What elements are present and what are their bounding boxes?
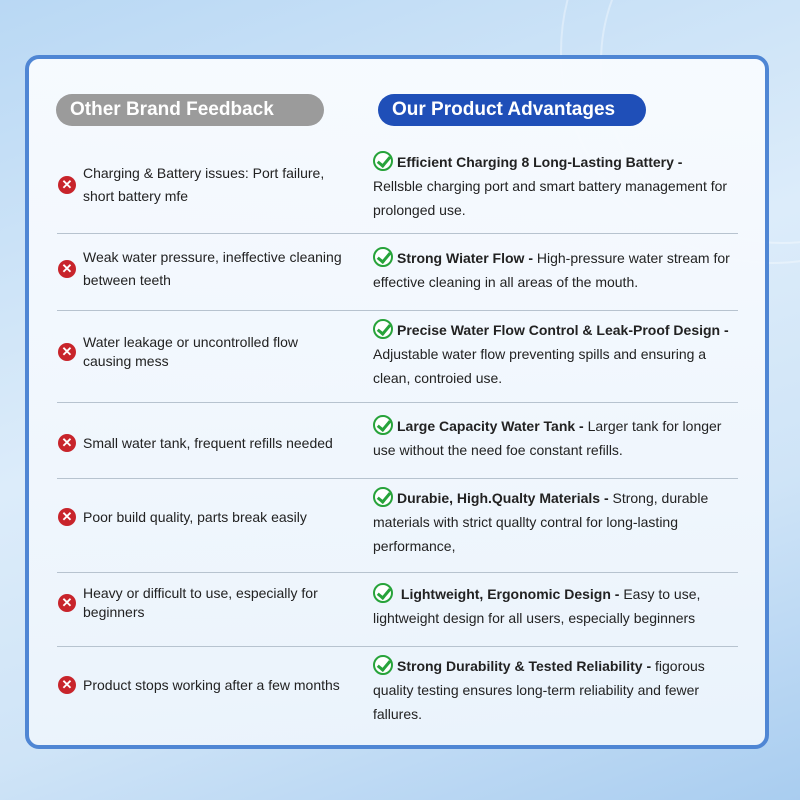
cross-circle-icon: ✕	[58, 508, 76, 526]
advantage-text: Adjustable water flow preventing spills and ensuring a clean, controied use.	[373, 346, 707, 386]
advantage-row-6	[373, 582, 735, 630]
advantage-title: Large Capacity Water Tank -	[397, 418, 584, 434]
advantage-text: Easy to use, lightweight design for all users, especially beginners	[373, 586, 701, 626]
row-divider	[57, 646, 738, 647]
check-circle-icon	[373, 247, 393, 267]
advantage-text: High-pressure water stream for effective cleaning in all areas of the mouth.	[373, 250, 730, 290]
check-circle-icon	[373, 415, 393, 435]
issue-row-5	[58, 505, 348, 529]
row-divider	[57, 233, 738, 234]
issue-text: Poor build quality, parts break easily	[83, 508, 307, 525]
issue-text: Water leakage or uncontrolled flow causing mess	[83, 334, 299, 369]
issue-text: Heavy or difficult to use, especially for beginners	[83, 585, 318, 620]
advantage-row-5	[373, 486, 735, 558]
row-divider	[57, 310, 738, 311]
advantage-title: Efficient Charging 8 Long-Lasting Battery -	[397, 154, 683, 170]
check-circle-icon	[373, 583, 393, 603]
advantage-title: Lightweight, Ergonomic Design -	[397, 586, 620, 602]
cross-circle-icon: ✕	[58, 594, 76, 612]
advantage-row-4	[373, 414, 735, 462]
advantage-title: Strong Durability & Tested Reliability -	[397, 658, 652, 674]
row-divider	[57, 478, 738, 479]
advantage-row-3	[373, 318, 735, 390]
advantage-text: Larger tank for longer use without the need foe constant refills.	[373, 418, 722, 458]
advantage-text: Rellsble charging port and smart battery management for prolonged use.	[373, 178, 728, 218]
issue-row-1	[58, 161, 348, 209]
check-circle-icon	[373, 151, 393, 171]
advantage-text: figorous quality testing ensures long-term reliability and fewer fallures.	[373, 658, 705, 722]
row-divider	[57, 572, 738, 573]
advantage-row-1	[373, 150, 735, 222]
cross-circle-icon: ✕	[58, 676, 76, 694]
advantage-title: Durabie, High.Qualty Materials -	[397, 490, 609, 506]
check-circle-icon	[373, 655, 393, 675]
advantage-title: Precise Water Flow Control & Leak-Proof Design -	[397, 322, 729, 338]
advantage-row-2	[373, 246, 735, 294]
issue-text: Small water tank, frequent refills needed	[83, 434, 333, 451]
check-circle-icon	[373, 487, 393, 507]
issue-row-6	[58, 583, 348, 623]
row-divider	[57, 402, 738, 403]
check-circle-icon	[373, 319, 393, 339]
issue-row-2	[58, 245, 348, 293]
cross-circle-icon: ✕	[58, 434, 76, 452]
issue-text: Weak water pressure, ineffective cleaning between teeth	[83, 249, 342, 288]
issue-row-3	[58, 329, 348, 375]
issue-row-4	[58, 419, 348, 467]
advantage-row-7	[373, 654, 735, 726]
cross-circle-icon: ✕	[58, 343, 76, 361]
issue-text: Charging & Battery issues: Port failure, short battery mfe	[83, 165, 325, 204]
cross-circle-icon: ✕	[58, 176, 76, 194]
cross-circle-icon: ✕	[58, 260, 76, 278]
advantage-title: Strong Wiater Flow -	[397, 250, 533, 266]
issue-row-7	[58, 673, 348, 697]
other-brand-header: Other Brand Feedback	[56, 94, 324, 126]
issue-text: Product stops working after a few months	[83, 676, 340, 693]
our-product-header: Our Product Advantages	[378, 94, 646, 126]
advantage-text: Strong, durable materials with strict quallty contral for long-lasting performance,	[373, 490, 709, 554]
